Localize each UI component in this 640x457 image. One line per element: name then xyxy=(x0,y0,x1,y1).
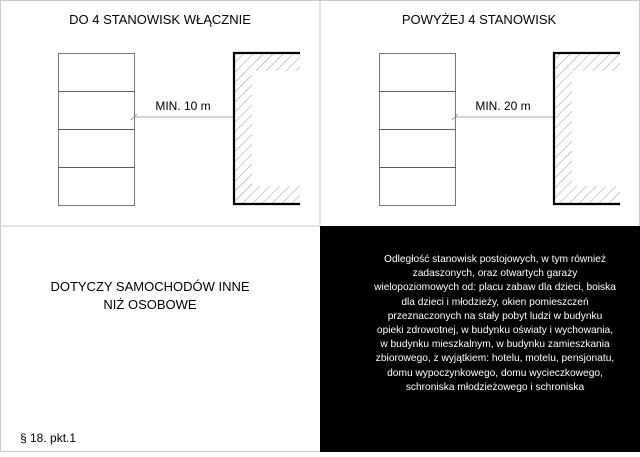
note-line-2: NIŻ OSOBOWE xyxy=(103,297,197,312)
parking-stall xyxy=(380,92,456,130)
right-distance-label: MIN. 20 m xyxy=(475,99,531,113)
regulation-description: Odległość stanowisk postojowych, w tym również zadaszonych, oraz otwartych garaży wielopoziomowych od: placu zabaw dla dzieci, boiska dla dzieci i młodzieży, okien pomieszczeń przeznaczonych na stały pobyt ludzi w budynku opieki zdrowotnej, w budynku oświaty i wychowania, w budynku mieszkalnym, w budynku zamieszkania zbiorowego, z wyjątkiem: hotelu, motelu, pensjonatu, domu wypoczynkowego, domu wycieczkowego, schroniska młodzieżowego i schroniska xyxy=(374,254,616,393)
left-parking-stalls xyxy=(59,54,135,206)
parking-stall xyxy=(59,168,135,206)
note-line-1: DOTYCZY SAMOCHODÓW INNE xyxy=(50,279,250,294)
right-building xyxy=(554,53,620,204)
building-wall-hatch xyxy=(554,53,620,204)
parking-stall xyxy=(59,92,135,130)
left-building xyxy=(234,53,300,204)
left-panel-title: DO 4 STANOWISK WŁĄCZNIE xyxy=(69,12,251,27)
building-wall-hatch xyxy=(234,53,300,204)
parking-stall xyxy=(380,168,456,206)
parking-stall xyxy=(59,130,135,168)
parking-stall xyxy=(380,130,456,168)
parking-stall xyxy=(59,54,135,92)
right-parking-stalls xyxy=(380,54,456,206)
regulation-reference: § 18. pkt.1 xyxy=(20,431,77,445)
right-panel-title: POWYŻEJ 4 STANOWISK xyxy=(401,12,557,27)
left-distance-label: MIN. 10 m xyxy=(155,99,211,113)
parking-stall xyxy=(380,54,456,92)
